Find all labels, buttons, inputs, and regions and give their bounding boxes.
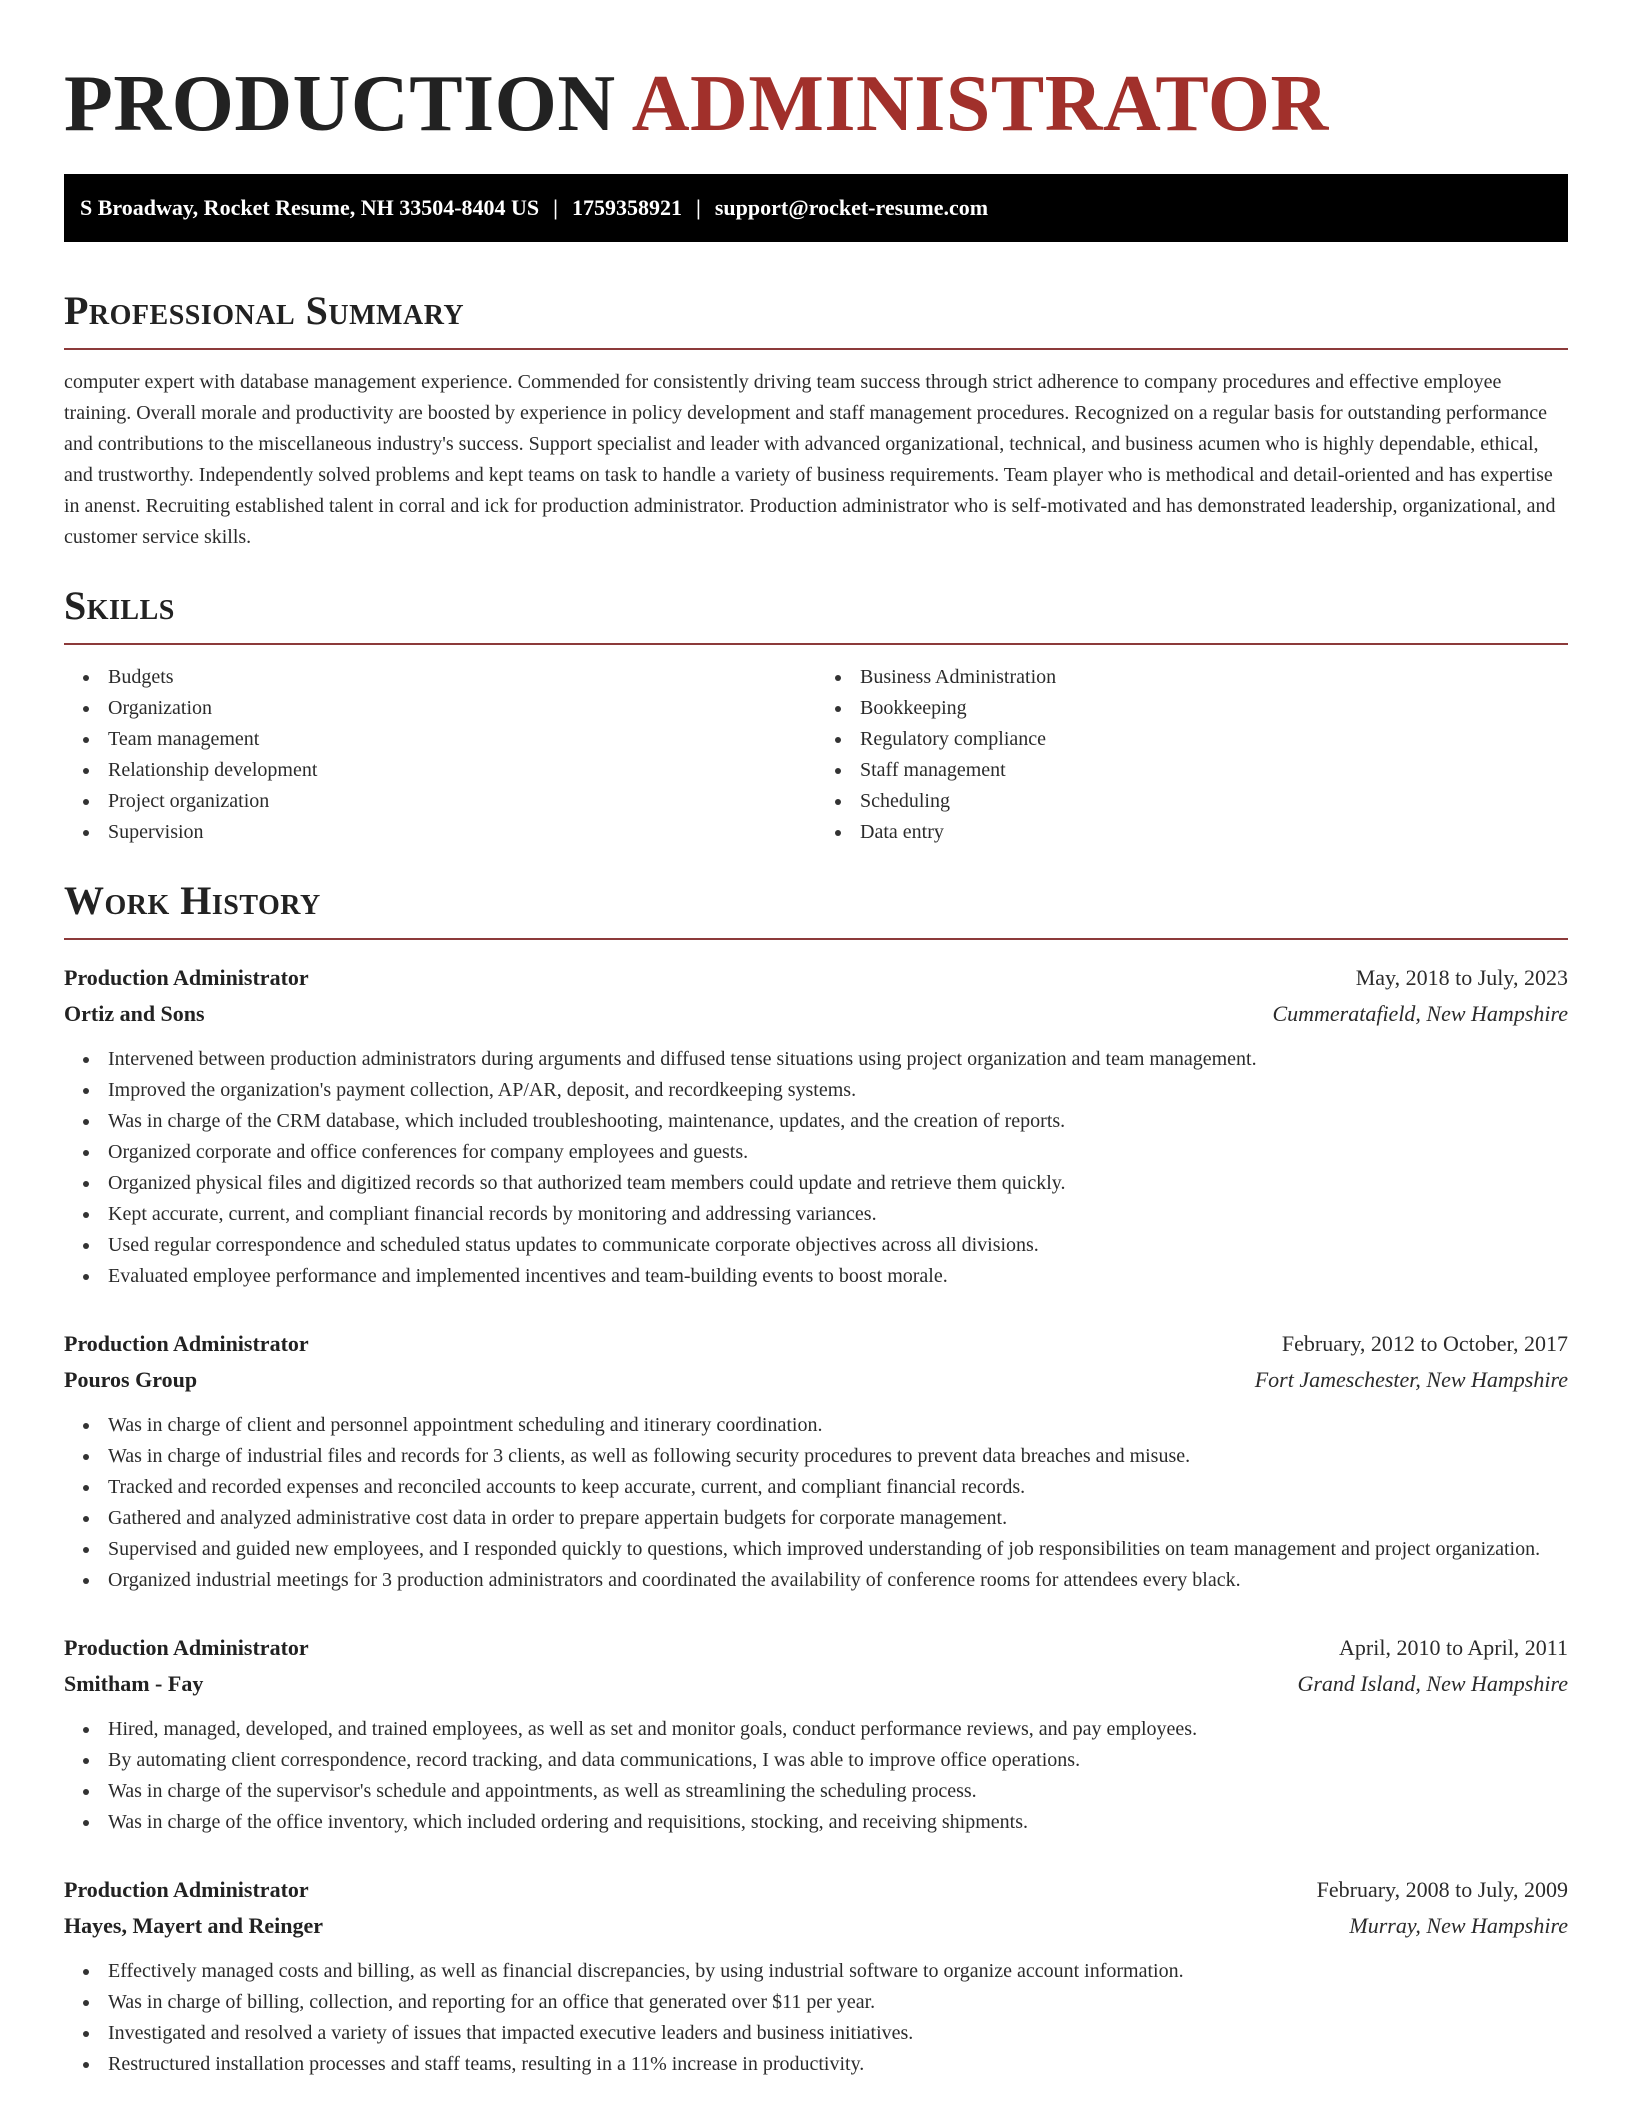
summary-heading: Professional Summary <box>64 288 465 333</box>
name-first: PRODUCTION <box>64 60 616 148</box>
job-bullet: Organized corporate and office conferences for company employees and guests. <box>64 1137 1568 1168</box>
job-company: Pouros Group <box>64 1367 198 1392</box>
skill-item: Project organization <box>64 786 816 817</box>
job-header-row <box>64 1326 1568 1362</box>
job-bullet: Was in charge of industrial files and records for 3 clients, as well as following security procedures to prevent data breaches and misuse. <box>64 1441 1568 1472</box>
skill-item: Relationship development <box>64 755 816 786</box>
job-bullet: Investigated and resolved a variety of issues that impacted executive leaders and business initiatives. <box>64 2018 1568 2049</box>
job-bullet: Organized industrial meetings for 3 production administrators and coordinated the availability of conference rooms for attendees every black. <box>64 1565 1568 1596</box>
job-dates: May, 2018 to July, 2023 <box>1355 965 1568 990</box>
resume-name <box>64 0 1568 150</box>
job-bullet: Was in charge of the CRM database, which included troubleshooting, maintenance, updates, and the creation of reports. <box>64 1106 1568 1137</box>
job-location: Cummeratafield, New Hampshire <box>1272 1001 1568 1026</box>
work-history-heading: Work History <box>64 878 321 923</box>
skills-section <box>64 583 1568 848</box>
job-header-row <box>64 1630 1568 1666</box>
skill-item: Supervision <box>64 817 816 848</box>
job-bullet: Was in charge of the supervisor's schedule and appointments, as well as streamlining the scheduling process. <box>64 1776 1568 1807</box>
job-company: Ortiz and Sons <box>64 1001 205 1026</box>
contact-email: support@rocket-resume.com <box>714 195 989 220</box>
job-company-row <box>64 1666 1568 1702</box>
job-bullets <box>64 1714 1568 1838</box>
job-bullet: Supervised and guided new employees, and I responded quickly to questions, which improved understanding of job responsibilities on team management and project organization. <box>64 1534 1568 1565</box>
job-header-row <box>64 960 1568 996</box>
job-bullet: Hired, managed, developed, and trained employees, as well as set and monitor goals, conduct performance reviews, and pay employees. <box>64 1714 1568 1745</box>
summary-text: computer expert with database management experience. Commended for consistently driving team success through strict adherence to company procedures and effective employee training. Overall morale and productivity are boosted by experience in policy development and staff management procedures. Recognized on a regular basis for outstanding performance and contributions to the miscellaneous industry's success. Support specialist and leader with advanced organizational, technical, and business acumen who is highly dependable, ethical, and trustworthy. Independently solved problems and kept teams on task to handle a variety of business requirements. Team player who is methodical and detail-oriented and has expertise in anenst. Recruiting established talent in corral and ick for production administrator. Production administrator who is self-motivated and has demonstrated leadership, organizational, and customer service skills. <box>64 371 1556 548</box>
skill-item: Data entry <box>816 817 1568 848</box>
job-bullet: Used regular correspondence and scheduled status updates to communicate corporate objectives across all divisions. <box>64 1230 1568 1261</box>
skill-item: Business Administration <box>816 662 1568 693</box>
section-divider <box>64 938 1568 940</box>
job-bullet: Kept accurate, current, and compliant financial records by monitoring and addressing variances. <box>64 1199 1568 1230</box>
skill-item: Scheduling <box>816 786 1568 817</box>
job-bullet: Was in charge of the office inventory, which included ordering and requisitions, stocking, and receiving shipments. <box>64 1807 1568 1838</box>
job-bullet: By automating client correspondence, record tracking, and data communications, I was able to improve office operations. <box>64 1745 1568 1776</box>
job-bullets <box>64 1044 1568 1292</box>
job-entry <box>64 960 1568 1292</box>
job-title: Production Administrator <box>64 1331 309 1356</box>
job-bullet: Effectively managed costs and billing, as well as financial discrepancies, by using industrial software to organize account information. <box>64 1956 1568 1987</box>
job-bullet: Was in charge of billing, collection, and reporting for an office that generated over $11 per year. <box>64 1987 1568 2018</box>
skills-column-right <box>816 662 1568 848</box>
work-history-section <box>64 878 1568 2080</box>
job-title: Production Administrator <box>64 1635 309 1660</box>
job-bullet: Gathered and analyzed administrative cost data in order to prepare appertain budgets for corporate management. <box>64 1503 1568 1534</box>
name-last: ADMINISTRATOR <box>631 60 1329 148</box>
job-header-row <box>64 1872 1568 1908</box>
job-location: Murray, New Hampshire <box>1349 1913 1568 1938</box>
job-company-row <box>64 1362 1568 1398</box>
contact-phone: 1759358921 <box>572 195 683 220</box>
job-bullet: Evaluated employee performance and implemented incentives and team-building events to boost morale. <box>64 1261 1568 1292</box>
contact-bar <box>64 174 1568 242</box>
skill-item: Regulatory compliance <box>816 724 1568 755</box>
skill-item: Budgets <box>64 662 816 693</box>
summary-section <box>64 288 1568 553</box>
job-dates: February, 2012 to October, 2017 <box>1281 1331 1568 1356</box>
skills-heading: Skills <box>64 583 175 628</box>
job-title: Production Administrator <box>64 965 309 990</box>
job-title: Production Administrator <box>64 1877 309 1902</box>
skill-item: Staff management <box>816 755 1568 786</box>
job-bullet: Improved the organization's payment collection, AP/AR, deposit, and recordkeeping systems. <box>64 1075 1568 1106</box>
job-location: Grand Island, New Hampshire <box>1297 1671 1568 1696</box>
job-entry <box>64 1630 1568 1838</box>
skill-item: Organization <box>64 693 816 724</box>
contact-address: S Broadway, Rocket Resume, NH 33504-8404 US <box>80 195 540 220</box>
skill-item: Team management <box>64 724 816 755</box>
contact-separator: | <box>696 195 701 220</box>
job-dates: April, 2010 to April, 2011 <box>1339 1635 1568 1660</box>
skills-grid <box>64 662 1568 848</box>
job-company-row <box>64 1908 1568 1944</box>
section-divider <box>64 643 1568 645</box>
job-entry <box>64 1326 1568 1596</box>
job-bullet: Tracked and recorded expenses and reconciled accounts to keep accurate, current, and compliant financial records. <box>64 1472 1568 1503</box>
job-bullets <box>64 1956 1568 2080</box>
skill-item: Bookkeeping <box>816 693 1568 724</box>
job-company-row <box>64 996 1568 1032</box>
job-bullet: Restructured installation processes and staff teams, resulting in a 11% increase in productivity. <box>64 2049 1568 2080</box>
skills-column-left <box>64 662 816 848</box>
section-divider <box>64 348 1568 350</box>
job-dates: February, 2008 to July, 2009 <box>1316 1877 1568 1902</box>
job-bullet: Organized physical files and digitized records so that authorized team members could update and retrieve them quickly. <box>64 1168 1568 1199</box>
job-company: Hayes, Mayert and Reinger <box>64 1913 324 1938</box>
job-bullets <box>64 1410 1568 1596</box>
contact-separator: | <box>553 195 559 220</box>
job-entry <box>64 1872 1568 2080</box>
job-location: Fort Jameschester, New Hampshire <box>1254 1367 1568 1392</box>
job-bullet: Was in charge of client and personnel appointment scheduling and itinerary coordination. <box>64 1410 1568 1441</box>
job-bullet: Intervened between production administrators during arguments and diffused tense situations using project organization and team management. <box>64 1044 1568 1075</box>
job-company: Smitham - Fay <box>64 1671 204 1696</box>
